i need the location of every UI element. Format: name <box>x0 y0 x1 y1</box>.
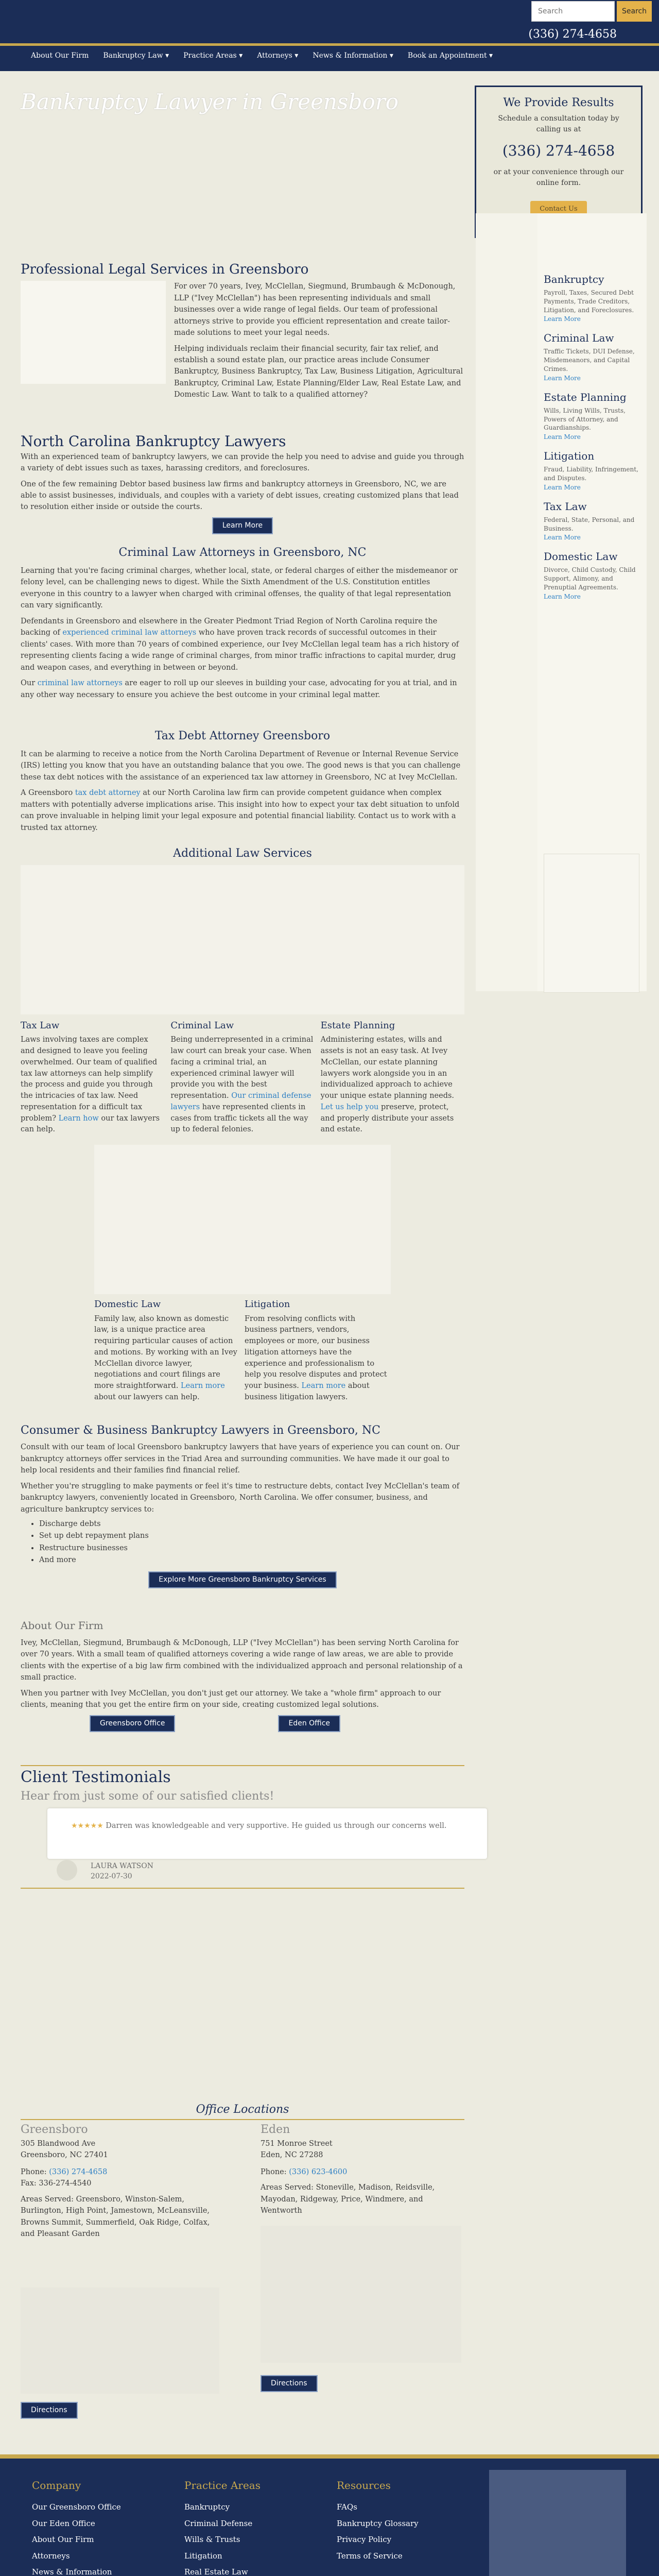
consumer-section <box>21 1424 464 1588</box>
footer-link[interactable]: Wills & Trusts <box>184 2535 240 2544</box>
footer-divider <box>0 2454 659 2459</box>
contact-us-button[interactable]: Contact Us <box>530 201 586 217</box>
office-fax: Fax: 336-274-4540 <box>21 2179 92 2188</box>
office-phone-row: Phone: (336) 274-4658 <box>21 2167 108 2176</box>
office-areas: Areas Served: Stoneville, Madison, Reidsville, Mayodan, Ridgeway, Price, Windmere, and Wentworth <box>261 2183 435 2215</box>
list-item: • Restructure businesses <box>39 1543 464 1554</box>
office-addr2: Greensboro, NC 27401 <box>21 2151 108 2160</box>
sidebar-learn-more[interactable]: Learn More <box>544 433 581 441</box>
criminal-heading: Criminal Law Attorneys in Greensboro, NC <box>118 546 367 559</box>
sidebar-item-domestic <box>544 550 639 601</box>
offices-section <box>21 2101 464 2240</box>
site-header <box>0 0 659 71</box>
footer-link[interactable]: Litigation <box>184 2551 222 2561</box>
card-title: Domestic Law <box>94 1299 161 1310</box>
criminal-text-1: Learning that you're facing criminal charges, whether local, state, or federal charges of either the misdemeanor or felony level, can be challenging news to digest. While the Sixth Amendment of the U.S. Constitution entitles everyone in this country to a lawyer when charged with criminal offenses, the quality of that legal representation can vary significantly. <box>21 567 458 610</box>
footer-resources <box>337 2478 419 2566</box>
nav-practice-areas[interactable]: Practice Areas ▾ <box>183 52 243 60</box>
sidebar-text: Fraud, Liability, Infringement, and Disputes. <box>544 466 638 482</box>
greensboro-office-button[interactable]: Greensboro Office <box>90 1715 175 1732</box>
office-eden <box>261 2121 464 2240</box>
card-text: Family law, also known as domestic law, is a unique practice area requiring particular causes of action and motions. By working with an Ivey McClellan divorce lawyer, negotiations and court filings are more straightforward. Learn more about our lawyers can help. <box>94 1314 237 1401</box>
tax-heading: Tax Debt Attorney Greensboro <box>154 730 331 742</box>
about-text-1: Ivey, McClellan, Siegmund, Brumbaugh & McDonough, LLP ("Ivey McClellan") has been serving North Carolina for over 70 years. With a small team of qualified attorneys covering a wide range of law areas, we are able to provide clients with the expertise of a big law firm combined with the individualized approach and personal relationship of a small practice. <box>21 1639 463 1682</box>
cta-phone[interactable]: (336) 274-4658 <box>502 142 615 159</box>
footer-link[interactable]: Terms of Service <box>337 2551 403 2561</box>
main-nav <box>24 50 500 61</box>
sidebar-title: Bankruptcy <box>544 273 604 285</box>
rating-stars-icon: ★★★★★ <box>71 1822 103 1830</box>
list-item: • Discharge debts <box>39 1518 464 1530</box>
header-divider <box>0 43 659 46</box>
card-link[interactable]: Our criminal defense lawyers <box>170 1092 311 1111</box>
nc-text-1: With an experienced team of bankruptcy lawyers, we can provide the help you need to advise and guide you through a variety of debt issues such as taxes, harassing creditors, and foreclosures. <box>21 452 464 473</box>
sidebar-text: Federal, State, Personal, and Business. <box>544 516 635 532</box>
search-input[interactable] <box>531 1 615 22</box>
testimonial-date: 2022-07-30 <box>91 1872 132 1880</box>
office-addr2: Eden, NC 27288 <box>261 2151 323 2160</box>
sidebar-image <box>544 854 639 993</box>
footer-link[interactable]: News & Information <box>32 2567 112 2576</box>
sidebar-learn-more[interactable]: Learn More <box>544 534 581 541</box>
learn-more-button[interactable]: Learn More <box>212 517 273 534</box>
card-text: Being underrepresented in a criminal law court can break your case. When facing a criminal trial, an experienced criminal lawyer will provide you with the best representation. Our criminal defense lawyers have represented clients in cases from traffic tickets all the way up to federal felonies. <box>170 1036 314 1134</box>
avatar <box>57 1860 77 1880</box>
card-title: Estate Planning <box>320 1020 395 1031</box>
sidebar-title: Litigation <box>544 450 595 463</box>
footer-link[interactable]: Real Estate Law <box>184 2567 248 2576</box>
header-phone[interactable]: (336) 274-4658 <box>528 28 617 41</box>
footer-heading: Practice Areas <box>184 2479 261 2492</box>
intro-text-2: Helping individuals reclaim their financial security, fair tax relief, and establish a sound estate plan, our practice areas include Consumer Bankruptcy, Business Bankruptcy, Tax Law, Business Litigation, Agricultural Bankruptcy, Criminal Law, Estate Planning/Elder Law, Real Estate Law, and Domestic Law. Want to talk to a qualified attorney? <box>174 344 463 399</box>
sidebar-text: Wills, Living Wills, Trusts, Powers of Attorney, and Guardianships. <box>544 406 626 432</box>
footer-link[interactable]: Privacy Policy <box>337 2535 392 2544</box>
additional-image <box>21 865 464 1014</box>
testimonials-section <box>0 1765 659 1889</box>
footer-link[interactable]: Criminal Defense <box>184 2518 253 2528</box>
card-title: Litigation <box>245 1299 290 1310</box>
testimonials-heading: Client Testimonials <box>21 1768 171 1786</box>
office-greensboro <box>21 2121 261 2240</box>
card-tax <box>21 1020 164 1136</box>
office-addr1: 305 Blandwood Ave <box>21 2140 96 2148</box>
list-item: • Set up debt repayment plans <box>39 1530 464 1542</box>
list-item: • And more <box>39 1554 464 1566</box>
testimonials-subheading: Hear from just some of our satisfied clients! <box>21 1790 274 1803</box>
footer-link[interactable]: Bankruptcy Glossary <box>337 2518 419 2528</box>
map-greensboro[interactable] <box>21 2287 219 2394</box>
card-litigation <box>245 1298 389 1403</box>
card-link[interactable]: Let us help you <box>320 1103 379 1111</box>
additional-section <box>21 845 464 1403</box>
office-name: Eden <box>261 2123 290 2136</box>
footer-image <box>489 2470 626 2576</box>
cta-title: We Provide Results <box>503 96 614 109</box>
nc-heading: North Carolina Bankruptcy Lawyers <box>21 433 286 450</box>
sidebar-title: Criminal Law <box>544 332 614 345</box>
site-footer <box>0 2454 659 2576</box>
directions-eden-button[interactable]: Directions <box>261 2375 318 2392</box>
testimonial-quote: Darren was knowledgeable and very supportive. He guided us through our concerns well. <box>106 1822 447 1830</box>
criminal-text-3: Our criminal law attorneys are eager to roll up our sleeves in building your case, advocating for you at trial, and in any other way necessary to ensure you achieve the best outcome in your criminal legal matter. <box>21 679 457 699</box>
office-phone[interactable]: (336) 623-4600 <box>289 2167 348 2176</box>
sidebar-text: Divorce, Child Custody, Child Support, Alimony, and Prenuptial Agreements. <box>544 566 636 591</box>
sidebar-item-tax <box>544 500 639 543</box>
testimonial-author: LAURA WATSON <box>91 1862 154 1870</box>
footer-link[interactable]: FAQs <box>337 2502 357 2512</box>
sidebar-item-estate <box>544 391 639 442</box>
sidebar-learn-more[interactable]: Learn More <box>544 315 581 323</box>
intro-section <box>21 262 464 401</box>
sidebar-item-bankruptcy <box>544 273 639 324</box>
office-addr1: 751 Monroe Street <box>261 2140 333 2148</box>
sidebar-learn-more[interactable]: Learn More <box>544 592 581 600</box>
nav-about[interactable]: About Our Firm <box>31 52 89 60</box>
sidebar-learn-more[interactable]: Learn More <box>544 374 581 382</box>
tax-text-2: A Greensboro tax debt attorney at our North Carolina law firm can provide competent guidance when complex matters with potentially adverse implications arise. This insight into how to expect your tax debt situation to unfold can prove invaluable in helping limit your legal exposure and potential financial liability. Contact us to work with a trusted tax attorney. <box>21 789 460 832</box>
card-link[interactable]: Learn how <box>58 1114 99 1123</box>
card-estate <box>321 1020 464 1136</box>
sidebar-title: Domestic Law <box>544 550 618 563</box>
sidebar-text: Payroll, Taxes, Secured Debt Payments, Trade Creditors, Litigation, and Foreclosures. <box>544 289 634 314</box>
directions-greensboro-button[interactable]: Directions <box>21 2402 78 2419</box>
criminal-text-2: Defendants in Greensboro and elsewhere in the Greater Piedmont Triad Region of North Carolina require the backing of experienced criminal law attorneys who have proven track records of successful outcomes in their clients' cases. With more than 70 years of combined experience, our Ivey McClellan legal team has a rich history of representing clients facing a wide range of criminal charges, from minor traffic infractions to capital murder, drug and weapon cases, and everything in between or beyond. <box>21 617 459 672</box>
criminal-section <box>21 544 464 701</box>
nav-attorneys[interactable]: Attorneys ▾ <box>257 52 299 60</box>
testimonial-card <box>47 1808 487 1859</box>
office-phone-row: Phone: (336) 623-4600 <box>261 2167 348 2176</box>
consumer-heading: Consumer & Business Bankruptcy Lawyers in Greensboro, NC <box>21 1424 380 1437</box>
sidebar-title: Tax Law <box>544 500 587 513</box>
consumer-list <box>39 1518 464 1566</box>
tax-section <box>21 727 464 834</box>
additional-image-2 <box>94 1145 391 1294</box>
sidebar-services <box>537 213 647 991</box>
tax-link[interactable]: tax debt attorney <box>75 789 141 798</box>
sidebar-item-litigation <box>544 450 639 492</box>
intro-heading: Professional Legal Services in Greensboro <box>21 262 309 277</box>
card-text: Administering estates, wills and assets is not an easy task. At Ivey McClellan, our estate planning lawyers work alongside you in an individualized approach to achieve your unique estate planning needs. Let us help you preserve, protect, and properly distribute your assets and estate. <box>320 1036 455 1134</box>
sidebar-learn-more[interactable]: Learn More <box>544 483 581 491</box>
hero-title: Bankruptcy Lawyer in Greensboro <box>21 89 399 114</box>
office-phone[interactable]: (336) 274-4658 <box>49 2167 108 2176</box>
sidebar-text: Traffic Tickets, DUI Defense, Misdemeanors, and Capital Crimes. <box>544 348 635 372</box>
cta-text-2: or at your convenience through our online form. <box>493 168 624 187</box>
sidebar <box>476 213 647 991</box>
sidebar-title: Estate Planning <box>544 391 627 403</box>
footer-link[interactable]: About Our Firm <box>32 2535 94 2544</box>
additional-heading: Additional Law Services <box>173 847 312 860</box>
about-section <box>21 1618 464 1732</box>
cta-text: Schedule a consultation today by calling us at <box>498 114 619 133</box>
criminal-link-2[interactable]: criminal law attorneys <box>37 679 123 688</box>
about-heading: About Our Firm <box>21 1619 103 1632</box>
card-title: Criminal Law <box>170 1020 234 1031</box>
card-domestic <box>94 1298 238 1403</box>
nav-bankruptcy[interactable]: Bankruptcy Law ▾ <box>103 52 169 60</box>
card-title: Tax Law <box>21 1020 60 1031</box>
card-text: From resolving conflicts with business partners, vendors, employees or more, our business litigation attorneys have the experience and professionalism to help you resolve disputes and protect your business. Learn more about business litigation lawyers. <box>245 1314 387 1401</box>
card-criminal <box>170 1020 314 1136</box>
footer-link[interactable]: Attorneys <box>32 2551 70 2561</box>
consumer-text-1: Consult with our team of local Greensboro bankruptcy lawyers that have years of experience you can count on. Our bankruptcy attorneys offer services in the Triad Area and surrounding communities. We have made it our goal to help local residents and their families find financial relief. <box>21 1443 460 1475</box>
footer-practice <box>184 2478 261 2576</box>
footer-link[interactable]: Bankruptcy <box>184 2502 230 2512</box>
card-link[interactable]: Learn more <box>301 1382 346 1391</box>
map-eden[interactable] <box>261 2226 461 2363</box>
nc-section <box>21 433 464 534</box>
card-text: Laws involving taxes are complex and designed to leave you feeling overwhelmed. Our team of qualified tax law attorneys can help simplify the process and guide you through the intricacies of tax law. Need representation for a difficult tax problem? Learn how our tax lawyers can help. <box>21 1036 160 1134</box>
office-areas: Areas Served: Greensboro, Winston-Salem, Burlington, High Point, Jamestown, McLeansville, Browns Summit, Summerfield, Oak Ridge, Colfax, and Pleasant Garden <box>21 2195 210 2239</box>
tax-text-1: It can be alarming to receive a notice from the North Carolina Department of Revenue or Internal Revenue Service (IRS) letting you know that you have an outstanding balance that you owe. The good news is that you can challenge these tax debt notices with the assistance of an experienced tax law attorney in Greensboro, NC at Ivey McClellan. <box>21 750 461 782</box>
explore-services-button[interactable]: Explore More Greensboro Bankruptcy Services <box>148 1571 336 1588</box>
eden-office-button[interactable]: Eden Office <box>278 1715 340 1732</box>
intro-text-1: For over 70 years, Ivey, McClellan, Siegmund, Brumbaugh & McDonough, LLP ("Ivey McClellan") has been representing individuals and small businesses over a wide range of legal fields. Our team of professional attorneys strive to provide you efficient representation and create tailor-made solutions to meet your legal needs. <box>174 282 456 337</box>
card-link[interactable]: Learn more <box>181 1382 225 1391</box>
search-button[interactable]: Search <box>617 1 652 22</box>
office-name: Greensboro <box>21 2123 88 2136</box>
intro-image <box>21 281 166 384</box>
criminal-link[interactable]: experienced criminal law attorneys <box>62 629 197 637</box>
about-text-2: When you partner with Ivey McClellan, you don't just get our attorney. We take a "whole firm" approach to our clients, meaning that you get the entire firm on your side, creating customized legal solutions. <box>21 1689 441 1709</box>
footer-link[interactable]: Our Eden Office <box>32 2518 95 2528</box>
nav-appointment[interactable]: Book an Appointment ▾ <box>407 52 493 60</box>
consumer-text-2: Whether you're struggling to make payments or feel it's time to restructure debts, contact Ivey McClellan's team of bankruptcy lawyers, conveniently located in Greensboro, North Carolina. We offer consumer, business, and agriculture bankruptcy services to: <box>21 1482 460 1514</box>
footer-link[interactable]: Our Greensboro Office <box>32 2502 121 2512</box>
footer-heading: Resources <box>337 2479 391 2492</box>
offices-heading: Office Locations <box>21 2101 464 2120</box>
footer-heading: Company <box>32 2479 81 2492</box>
nc-text-2: One of the few remaining Debtor based business law firms and bankruptcy attorneys in Greensboro, NC, we are able to assist businesses, individuals, and couples with a variety of debt issues, creating customized plans that lead to resolution either inside or outside the courts. <box>21 480 459 512</box>
footer-company <box>32 2478 121 2576</box>
sidebar-item-criminal <box>544 332 639 382</box>
nav-news[interactable]: News & Information ▾ <box>313 52 393 60</box>
